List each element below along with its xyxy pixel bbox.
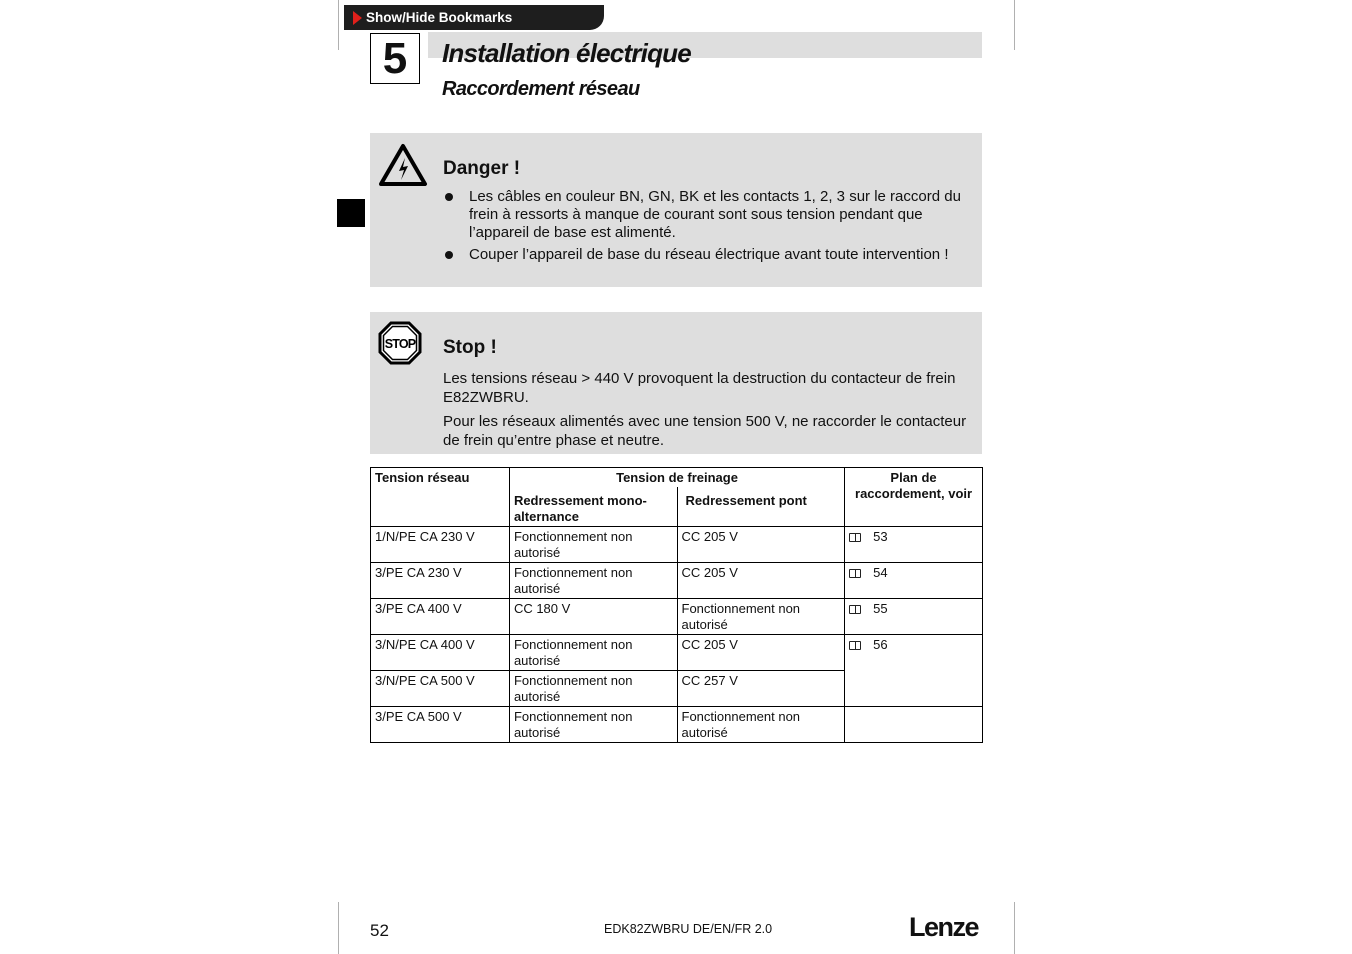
table-cell: 3/N/PE CA 400 V bbox=[371, 635, 510, 671]
header-plan-raccordement: Plan de raccordement, voir bbox=[845, 468, 983, 527]
page-ref[interactable]: 55 bbox=[873, 601, 888, 616]
table-cell: 1/N/PE CA 230 V bbox=[371, 527, 510, 563]
table-cell: 3/N/PE CA 500 V bbox=[371, 671, 510, 707]
page-title: Installation électrique bbox=[442, 38, 691, 68]
table-header-row bbox=[371, 468, 983, 488]
stop-heading: Stop ! bbox=[443, 337, 497, 358]
stop-sign-icon bbox=[378, 321, 422, 365]
header-tension-freinage: Tension de freinage bbox=[509, 468, 844, 488]
table-cell: 3/PE CA 230 V bbox=[371, 563, 510, 599]
page-ref[interactable]: 56 bbox=[873, 637, 888, 652]
triangle-right-icon bbox=[353, 11, 362, 25]
stop-paragraph: Pour les réseaux alimentés avec une tension 500 V, ne raccorder le contacteur de frein qu’entre phase et neutre. bbox=[443, 413, 967, 449]
table-cell bbox=[845, 599, 983, 635]
chapter-number: 5 bbox=[370, 33, 420, 84]
table-cell: Fonctionnement non autorisé bbox=[677, 707, 845, 743]
page-number: 52 bbox=[370, 921, 389, 940]
table-cell: 3/PE CA 500 V bbox=[371, 707, 510, 743]
bookmarks-label: Show/Hide Bookmarks bbox=[366, 10, 513, 25]
table-cell: CC 257 V bbox=[677, 671, 845, 707]
chapter-side-tab bbox=[337, 199, 365, 227]
table-cell: 3/PE CA 400 V bbox=[371, 599, 510, 635]
book-icon bbox=[849, 605, 861, 614]
page-ref[interactable]: 54 bbox=[873, 565, 888, 580]
voltage-table bbox=[370, 467, 983, 743]
table-row bbox=[371, 527, 983, 563]
book-icon bbox=[849, 533, 861, 542]
table-row bbox=[371, 635, 983, 671]
book-icon bbox=[849, 569, 861, 578]
crop-mark bbox=[338, 0, 339, 50]
table-row bbox=[371, 707, 983, 743]
table-cell: CC 205 V bbox=[677, 527, 845, 563]
page-ref[interactable]: 53 bbox=[873, 529, 888, 544]
crop-mark bbox=[1014, 902, 1015, 954]
electric-hazard-icon bbox=[378, 143, 428, 187]
stop-paragraph: Les tensions réseau > 440 V provoquent la destruction du contacteur de frein E82ZWBRU. bbox=[443, 370, 956, 406]
stop-text bbox=[443, 370, 973, 456]
table-cell: CC 180 V bbox=[509, 599, 677, 635]
header-mono-alternance: Redressement mono-alternance bbox=[509, 487, 677, 527]
show-hide-bookmarks-button[interactable] bbox=[344, 5, 604, 30]
table-cell bbox=[845, 635, 983, 707]
header-redressement-pont: Redressement pont bbox=[677, 487, 845, 527]
table-cell: Fonctionnement non autorisé bbox=[509, 671, 677, 707]
header-tension-reseau: Tension réseau bbox=[371, 468, 510, 527]
table-cell: Fonctionnement non autorisé bbox=[509, 707, 677, 743]
table-cell: CC 205 V bbox=[677, 635, 845, 671]
lenze-logo: Lenze bbox=[909, 912, 979, 942]
table-cell: Fonctionnement non autorisé bbox=[509, 527, 677, 563]
stop-box bbox=[370, 312, 982, 454]
danger-list bbox=[443, 188, 978, 268]
table-cell: Fonctionnement non autorisé bbox=[677, 599, 845, 635]
page-subtitle: Raccordement réseau bbox=[442, 78, 640, 100]
crop-mark bbox=[1014, 0, 1015, 50]
book-icon bbox=[849, 641, 861, 650]
table-cell bbox=[845, 563, 983, 599]
list-item: Couper l’appareil de base du réseau électrique avant toute intervention ! bbox=[443, 246, 978, 264]
table-cell: Fonctionnement non autorisé bbox=[509, 635, 677, 671]
danger-heading: Danger ! bbox=[443, 158, 521, 179]
table-cell: Fonctionnement non autorisé bbox=[509, 563, 677, 599]
danger-box bbox=[370, 133, 982, 287]
table-cell: CC 205 V bbox=[677, 563, 845, 599]
table-row bbox=[371, 563, 983, 599]
list-item: Les câbles en couleur BN, GN, BK et les contacts 1, 2, 3 sur le raccord du frein à ressorts à manque de courant sont sous tension pendant que l’appareil de base est alimenté. bbox=[443, 188, 978, 242]
table-row bbox=[371, 599, 983, 635]
document-id: EDK82ZWBRU DE/EN/FR 2.0 bbox=[604, 922, 773, 936]
stop-sign-text: STOP bbox=[384, 337, 416, 351]
table-cell bbox=[845, 707, 983, 743]
crop-mark bbox=[338, 902, 339, 954]
table-cell bbox=[845, 527, 983, 563]
